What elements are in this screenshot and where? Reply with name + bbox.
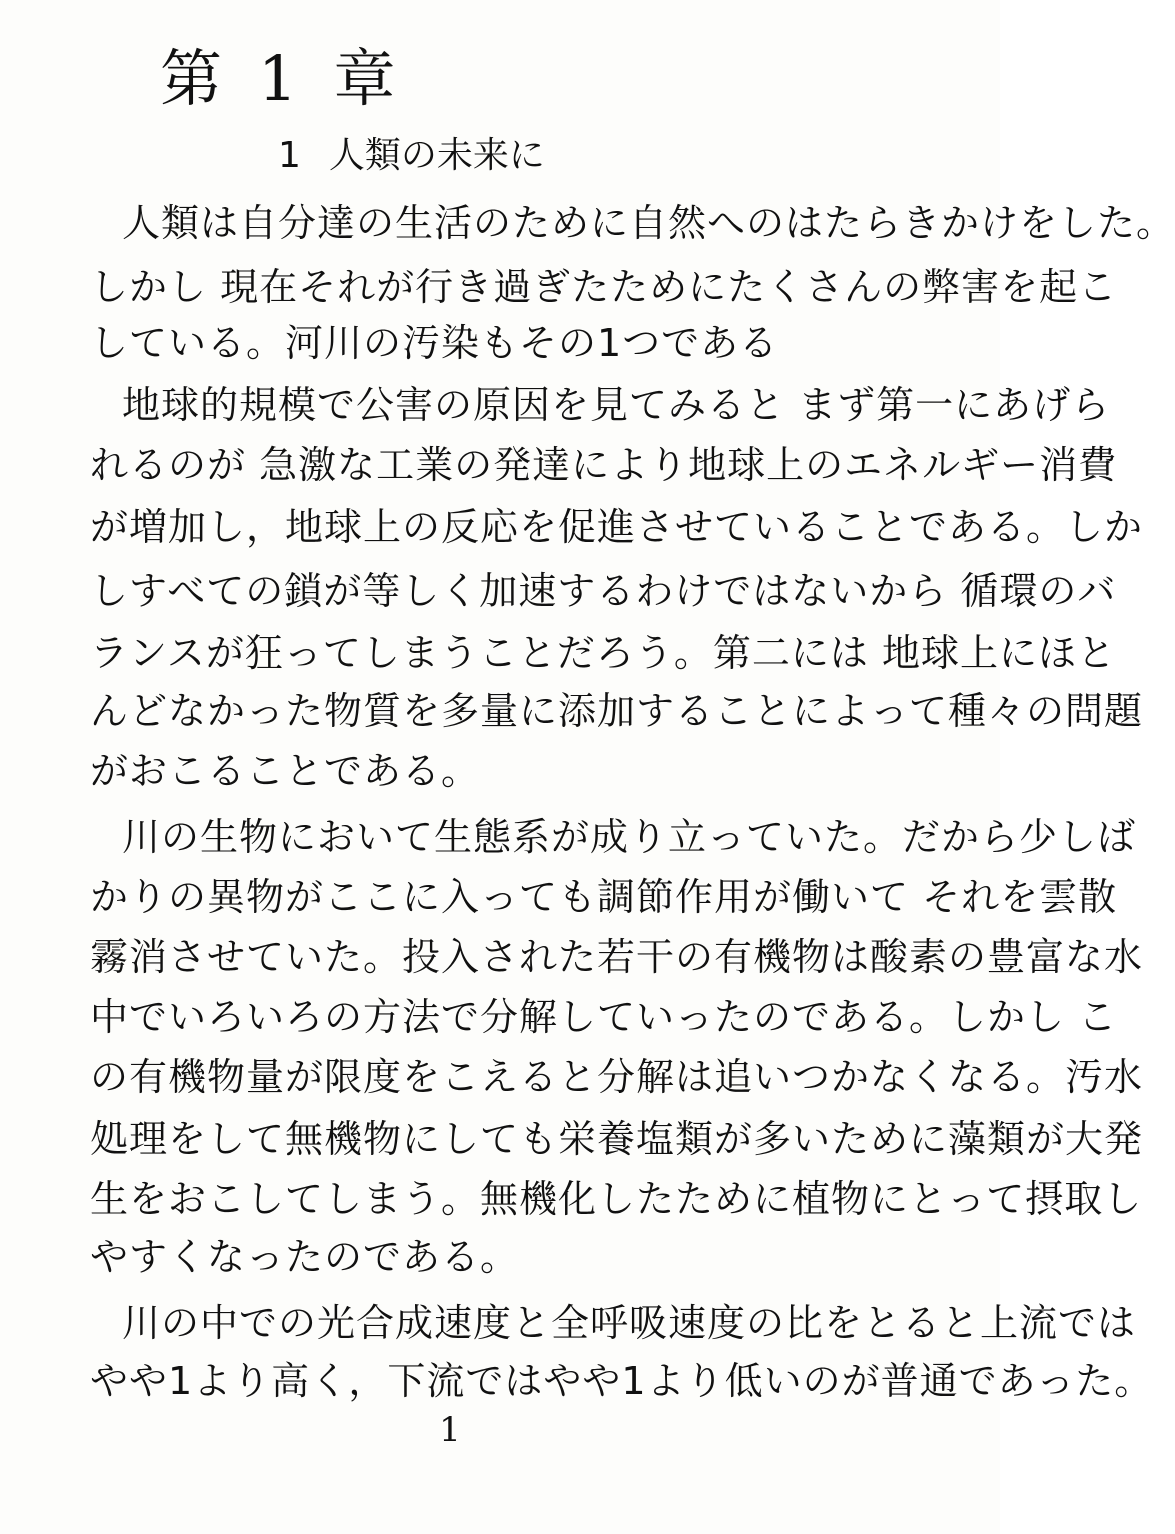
- body-line: 霧消させていた。投入された若干の有機物は酸素の豊富な水: [90, 935, 1144, 979]
- body-line: 中でいろいろの方法で分解していったのである。しかし こ: [90, 995, 1118, 1039]
- body-line: が増加し，地球上の反応を促進させていることである。しか: [90, 505, 1144, 549]
- body-line: しすべての鎖が等しく加速するわけではないから 循環のバ: [90, 569, 1117, 613]
- body-line: 処理をして無機物にしても栄養塩類が多いために藻類が大発: [90, 1117, 1144, 1161]
- body-line: やすくなったのである。: [90, 1235, 520, 1279]
- body-line: の有機物量が限度をこえると分解は追いつかなくなる。汚水: [90, 1055, 1144, 1099]
- page-number: 1: [439, 1410, 461, 1450]
- section-heading: [278, 135, 545, 176]
- body-line: 地球的規模で公害の原因を見てみると まず第一にあげら: [122, 383, 1111, 427]
- body-line: やや1より高く，下流ではやや1より低いのが普通であった。: [90, 1359, 1154, 1403]
- body-line: 生をおこしてしまう。無機化したために植物にとって摂取し: [90, 1177, 1143, 1221]
- body-line: しかし 現在それが行き過ぎたためにたくさんの弊害を起こ: [90, 265, 1118, 309]
- body-line: している。河川の汚染もその1つである: [90, 321, 779, 365]
- body-line: ランスが狂ってしまうことだろう。第二には 地球上にほと: [90, 631, 1116, 675]
- body-line: がおこることである。: [90, 749, 481, 793]
- body-line: んどなかった物質を多量に添加することによって種々の問題: [90, 689, 1144, 733]
- body-line: れるのが 急激な工業の発達により地球上のエネルギー消費: [90, 443, 1118, 487]
- section-title: 人類の未来に: [328, 135, 545, 176]
- body-line: 川の中での光合成速度と全呼吸速度の比をとると上流では: [122, 1301, 1137, 1345]
- body-line: かりの異物がここに入っても調節作用が働いて それを雲散: [90, 875, 1118, 919]
- body-line: 人類は自分達の生活のために自然へのはたらきかけをした。: [122, 201, 1175, 245]
- body-line: 川の生物において生態系が成り立っていた。だから少しば: [122, 815, 1137, 859]
- section-number: 1: [278, 135, 301, 176]
- chapter-title: 第1章: [160, 42, 432, 115]
